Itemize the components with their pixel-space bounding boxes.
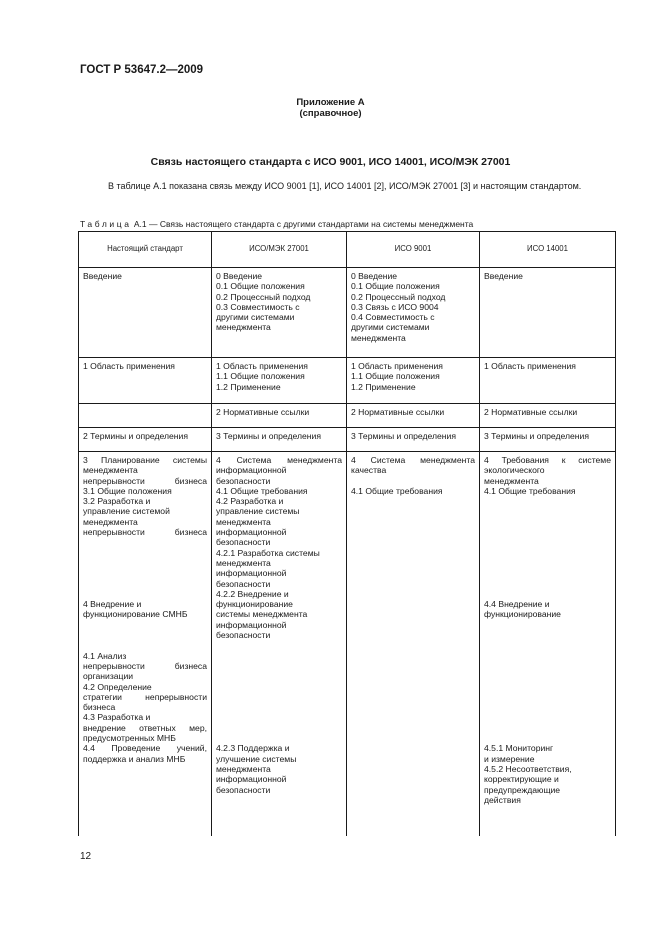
cell-line: Введение	[83, 271, 122, 281]
cell-line: управление системой	[83, 506, 170, 517]
column-header: ИСО 14001	[480, 232, 616, 268]
cell-line	[484, 558, 611, 568]
cell-line: 3.2 Разработка и	[83, 496, 151, 507]
cell-line: информационной	[216, 774, 287, 785]
cell-line: менеджмента	[351, 332, 406, 343]
cell-line: 0.1 Общие положения	[351, 281, 440, 292]
cell-line: 4.2 Определение	[83, 681, 152, 692]
cell-line: 1 Область применения	[484, 361, 576, 371]
cell-line: непрерывности бизнеса	[83, 475, 207, 486]
table-row	[79, 358, 616, 404]
table-cell	[347, 268, 480, 358]
cell-line	[216, 682, 342, 692]
cell-line: 4.2.2 Внедрение и	[216, 588, 289, 599]
cell-line: 3 Термины и определения	[216, 431, 322, 441]
table-header-row	[79, 232, 616, 268]
cell-line: улучшение системы	[216, 753, 297, 764]
table-row	[79, 404, 616, 428]
cell-line: 2 Нормативные ссылки	[351, 407, 445, 417]
cell-line	[83, 589, 207, 599]
table-cell	[480, 358, 616, 404]
cell-line: 1 Область применения	[351, 361, 443, 371]
comparison-table	[78, 231, 616, 836]
cell-line: 1 Область применения	[216, 361, 308, 371]
cell-line: стратегии непрерывности	[83, 691, 207, 702]
cell-line	[484, 548, 611, 558]
cell-line: непрерывности бизнеса	[83, 527, 207, 538]
section-title: Связь настоящего стандарта с ИСО 9001, ИСО 14001, ИСО/МЭК 27001	[150, 156, 511, 168]
cell-line	[484, 496, 611, 506]
cell-line: менеджмента	[83, 516, 138, 527]
column-header: ИСО/МЭК 27001	[212, 232, 347, 268]
cell-line: 1 Область применения	[83, 361, 175, 371]
cell-line: 1.2 Применение	[351, 381, 416, 392]
cell-line: 3 Планирование системы	[83, 455, 207, 465]
cell-line: безопасности	[216, 475, 271, 486]
cell-line: другими системами	[351, 322, 430, 333]
table-cell	[480, 268, 616, 358]
cell-line	[484, 702, 611, 712]
cell-line	[484, 651, 611, 661]
cell-line	[83, 620, 207, 630]
table-cell	[79, 268, 212, 358]
cell-line	[484, 640, 611, 650]
cell-line: 4.2.3 Поддержка и	[216, 743, 290, 754]
table-cell	[212, 268, 347, 358]
cell-line: безопасности	[216, 630, 271, 641]
cell-line: 0.2 Процессный подход	[216, 291, 311, 302]
cell-line	[83, 407, 207, 417]
cell-line: 4.2 Разработка и	[216, 496, 284, 507]
cell-line	[83, 558, 207, 568]
cell-line: 0.3 Связь с ИСО 9004	[351, 301, 439, 312]
cell-line: внедрение ответных мер,	[83, 722, 207, 733]
cell-line: 3 Термины и определения	[351, 431, 457, 441]
cell-line: функционирование СМНБ	[83, 609, 188, 620]
cell-line: системы менеджмента	[216, 609, 308, 620]
table-cell	[212, 358, 347, 404]
cell-line: 0.2 Процессный подход	[351, 291, 446, 302]
cell-line: 4.3 Разработка и	[83, 712, 151, 723]
table-cell	[212, 404, 347, 428]
cell-line: управление системы	[216, 506, 300, 517]
cell-line	[216, 723, 342, 733]
annex-heading	[0, 97, 661, 119]
annex-title: Приложение А	[296, 97, 365, 108]
table-row	[79, 428, 616, 452]
table-caption-label: Таблица	[80, 219, 132, 229]
cell-line: предупреждающие	[484, 784, 561, 795]
cell-line: менеджмента	[83, 465, 138, 476]
table-cell	[79, 404, 212, 428]
cell-line	[83, 630, 207, 640]
table-cell	[480, 452, 616, 837]
table-row	[79, 268, 616, 358]
cell-line: 4.5.1 Мониторинг	[484, 743, 554, 754]
cell-line: экологического	[484, 465, 545, 476]
cell-line	[484, 723, 611, 733]
cell-line: 0 Введение	[351, 271, 398, 281]
cell-line	[83, 640, 207, 650]
cell-line: 4 Система менеджмента	[216, 455, 342, 465]
table-cell	[79, 428, 212, 452]
cell-line: Введение	[484, 271, 523, 281]
cell-line: 3 Термины и определения	[484, 431, 590, 441]
cell-line: менеджмента	[484, 475, 539, 486]
intro-paragraph: В таблице А.1 показана связь между ИСО 9001 [1], ИСО 14001 [2], ИСО/МЭК 27001 [3] и настоящим стандартом.	[108, 181, 582, 191]
cell-line	[484, 517, 611, 527]
column-header: ИСО 9001	[347, 232, 480, 268]
cell-line	[484, 568, 611, 578]
cell-line: поддержка и анализ МНБ	[83, 753, 186, 764]
cell-line: менеджмента	[216, 322, 271, 333]
cell-line: и измерение	[484, 753, 535, 764]
table-row	[79, 452, 616, 837]
table-cell	[212, 428, 347, 452]
cell-line: 4.4 Проведение учений,	[83, 743, 207, 754]
cell-line	[216, 712, 342, 722]
cell-line: 4.5.2 Несоответствия,	[484, 763, 572, 774]
cell-line	[484, 589, 611, 599]
cell-line	[484, 506, 611, 516]
cell-line: менеджмента	[216, 557, 271, 568]
cell-line: 0.1 Общие положения	[216, 281, 305, 292]
annex-subtitle: (справочное)	[299, 108, 362, 119]
cell-line	[83, 568, 207, 578]
cell-line: информационной	[216, 465, 287, 476]
cell-line	[83, 548, 207, 558]
cell-line	[83, 579, 207, 589]
cell-line	[216, 651, 342, 661]
cell-line	[216, 661, 342, 671]
cell-line: менеджмента	[216, 763, 271, 774]
cell-line: предусмотренных МНБ	[83, 733, 176, 744]
cell-line: качества	[351, 465, 387, 476]
cell-line: информационной	[216, 527, 287, 538]
cell-line: функционирование	[216, 599, 293, 610]
cell-line	[351, 476, 475, 486]
column-header: Настоящий стандарт	[79, 232, 212, 268]
cell-line	[484, 630, 611, 640]
table-cell	[480, 404, 616, 428]
cell-line	[216, 702, 342, 712]
cell-line: 0.3 Совместимость с	[216, 301, 300, 312]
cell-line: 4 Внедрение и	[83, 599, 142, 610]
cell-line: действия	[484, 794, 521, 805]
cell-line	[484, 620, 611, 630]
cell-line: 2 Нормативные ссылки	[216, 407, 310, 417]
table-cell	[79, 358, 212, 404]
cell-line: безопасности	[216, 537, 271, 548]
cell-line: информационной	[216, 619, 287, 630]
cell-line: 4.2.1 Разработка системы	[216, 547, 320, 558]
cell-line	[484, 671, 611, 681]
cell-line: 0 Введение	[216, 271, 263, 281]
cell-line	[216, 692, 342, 702]
cell-line	[83, 537, 207, 547]
cell-line	[216, 640, 342, 650]
cell-line	[484, 712, 611, 722]
table-cell	[480, 428, 616, 452]
cell-line: 0.4 Совместимость с	[351, 312, 435, 323]
cell-line	[484, 733, 611, 743]
cell-line: 4 Требования к системе	[484, 455, 611, 465]
cell-line: 3.1 Общие положения	[83, 485, 172, 496]
cell-line: 4.4 Внедрение и	[484, 599, 550, 610]
table-cell	[347, 358, 480, 404]
cell-line: 4 Система менеджмента	[351, 455, 475, 465]
document-id: ГОСТ Р 53647.2—2009	[80, 64, 204, 76]
table-cell	[212, 452, 347, 837]
cell-line: безопасности	[216, 578, 271, 589]
cell-line: 2 Нормативные ссылки	[484, 407, 578, 417]
page-number: 12	[80, 851, 92, 862]
cell-line: 1.2 Применение	[216, 381, 281, 392]
cell-line: 1.1 Общие положения	[216, 371, 305, 382]
cell-line: 1.1 Общие положения	[351, 371, 440, 382]
cell-line	[216, 671, 342, 681]
cell-line: 4.1 Общие требования	[216, 485, 308, 496]
cell-line: менеджмента	[216, 516, 271, 527]
cell-line: 2 Термины и определения	[83, 431, 189, 441]
cell-line	[484, 537, 611, 547]
cell-line	[484, 579, 611, 589]
table-caption-text: А.1 — Связь настоящего стандарта с другими стандартами на системы менеджмента	[131, 219, 474, 229]
cell-line: организации	[83, 671, 134, 682]
cell-line	[484, 527, 611, 537]
table-cell	[79, 452, 212, 837]
table-cell	[347, 428, 480, 452]
table-cell	[347, 404, 480, 428]
cell-line	[484, 661, 611, 671]
cell-line	[484, 682, 611, 692]
cell-line	[484, 692, 611, 702]
cell-line: 4.1 Анализ	[83, 650, 127, 661]
cell-line: непрерывности бизнеса	[83, 660, 207, 671]
cell-line	[216, 733, 342, 743]
cell-line: информационной	[216, 568, 287, 579]
cell-line: бизнеса	[83, 702, 116, 713]
cell-line: безопасности	[216, 784, 271, 795]
cell-line: функционирование	[484, 609, 561, 620]
cell-line: другими системами	[216, 312, 295, 323]
table-caption	[80, 219, 473, 229]
cell-line: корректирующие и	[484, 774, 559, 785]
cell-line: 4.1 Общие требования	[484, 485, 576, 496]
table-cell	[347, 452, 480, 837]
cell-line: 4.1 Общие требования	[351, 485, 443, 496]
